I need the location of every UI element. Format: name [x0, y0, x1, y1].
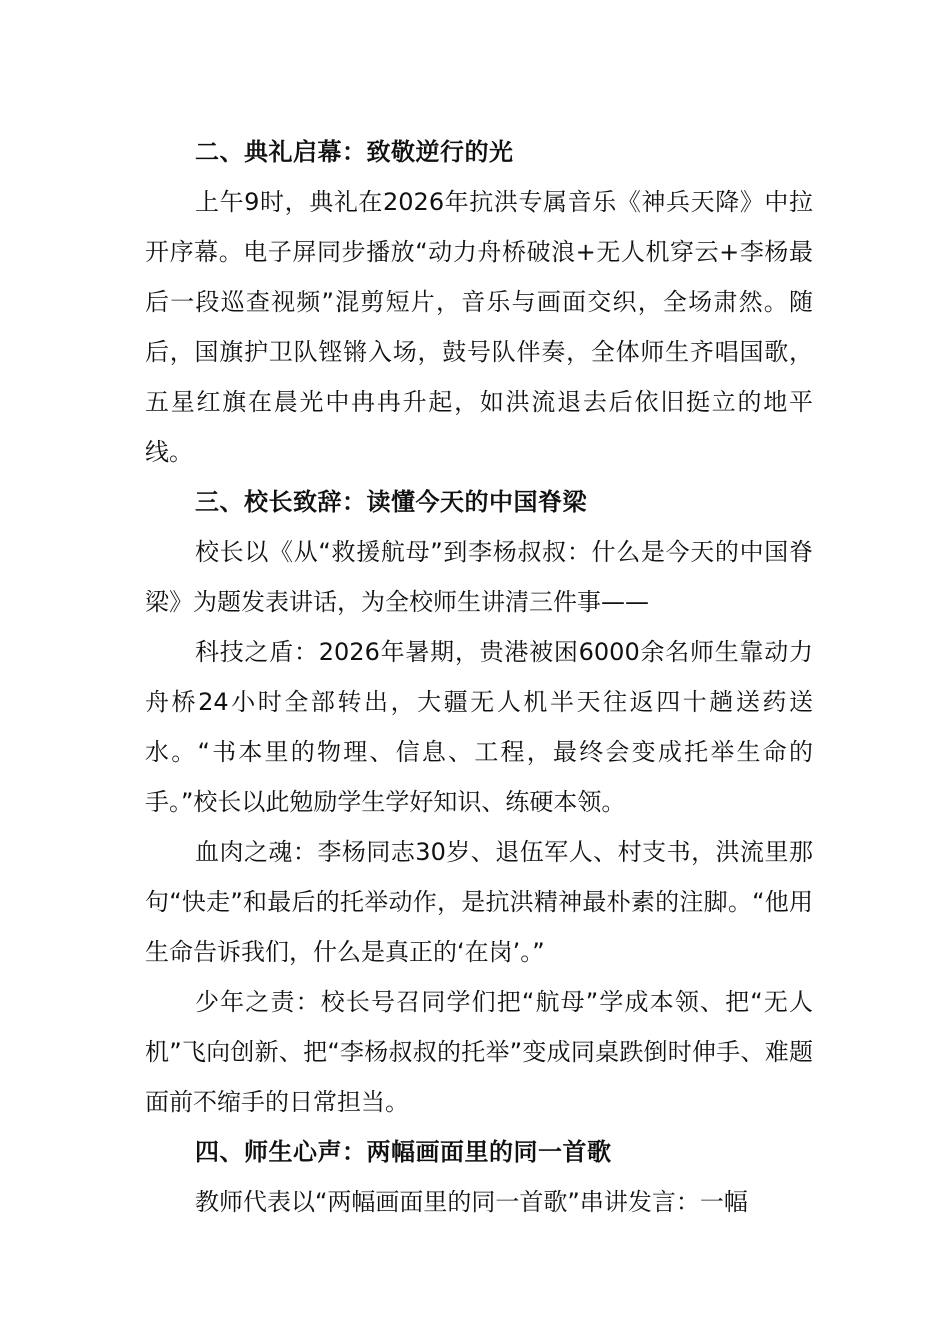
paragraph-teacher-representative: 教师代表以“两幅画面里的同一首歌”串讲发言：一幅: [195, 1188, 748, 1216]
paragraph-tech-shield: 科技之盾：2026年暑期，贵港被困6000余名师生靠动力舟桥24小时全部转出，大疆无人机半天往返四十趟送药送水。“书本里的物理、信息、工程，最终会变成托举生命的手。”校长以此勉励学生学好知识、练硬本领。: [145, 638, 813, 816]
section-heading-principal-speech: 三、校长致辞：读懂今天的中国脊梁: [195, 488, 587, 516]
paragraph-youth-duty: 少年之责：校长号召同学们把“航母”学成本领、把“无人机”飞向创新、把“李杨叔叔的托举”变成同桌跌倒时伸手、难题面前不缩手的日常担当。: [145, 988, 813, 1116]
document-page: [145, 127, 813, 1227]
section-heading-ceremony-opening: 二、典礼启幕：致敬逆行的光: [195, 138, 514, 166]
paragraph-ceremony-opening: 上午9时，典礼在2026年抗洪专属音乐《神兵天降》中拉开序幕。电子屏同步播放“动力舟桥破浪+无人机穿云+李杨最后一段巡查视频”混剪短片，音乐与画面交织，全场肃然。随后，国旗护卫队铿锵入场，鼓号队伴奏，全体师生齐唱国歌，五星红旗在晨光中冉冉升起，如洪流退去后依旧挺立的地平线。: [145, 188, 813, 466]
section-heading-teacher-student-voices: 四、师生心声：两幅画面里的同一首歌: [195, 1138, 612, 1166]
paragraph-speech-intro: 校长以《从“救援航母”到李杨叔叔：什么是今天的中国脊梁》为题发表讲话，为全校师生讲清三件事——: [145, 538, 813, 616]
paragraph-flesh-soul: 血肉之魂：李杨同志30岁、退伍军人、村支书，洪流里那句“快走”和最后的托举动作，是抗洪精神最朴素的注脚。“他用生命告诉我们，什么是真正的‘在岗’。”: [145, 838, 813, 966]
